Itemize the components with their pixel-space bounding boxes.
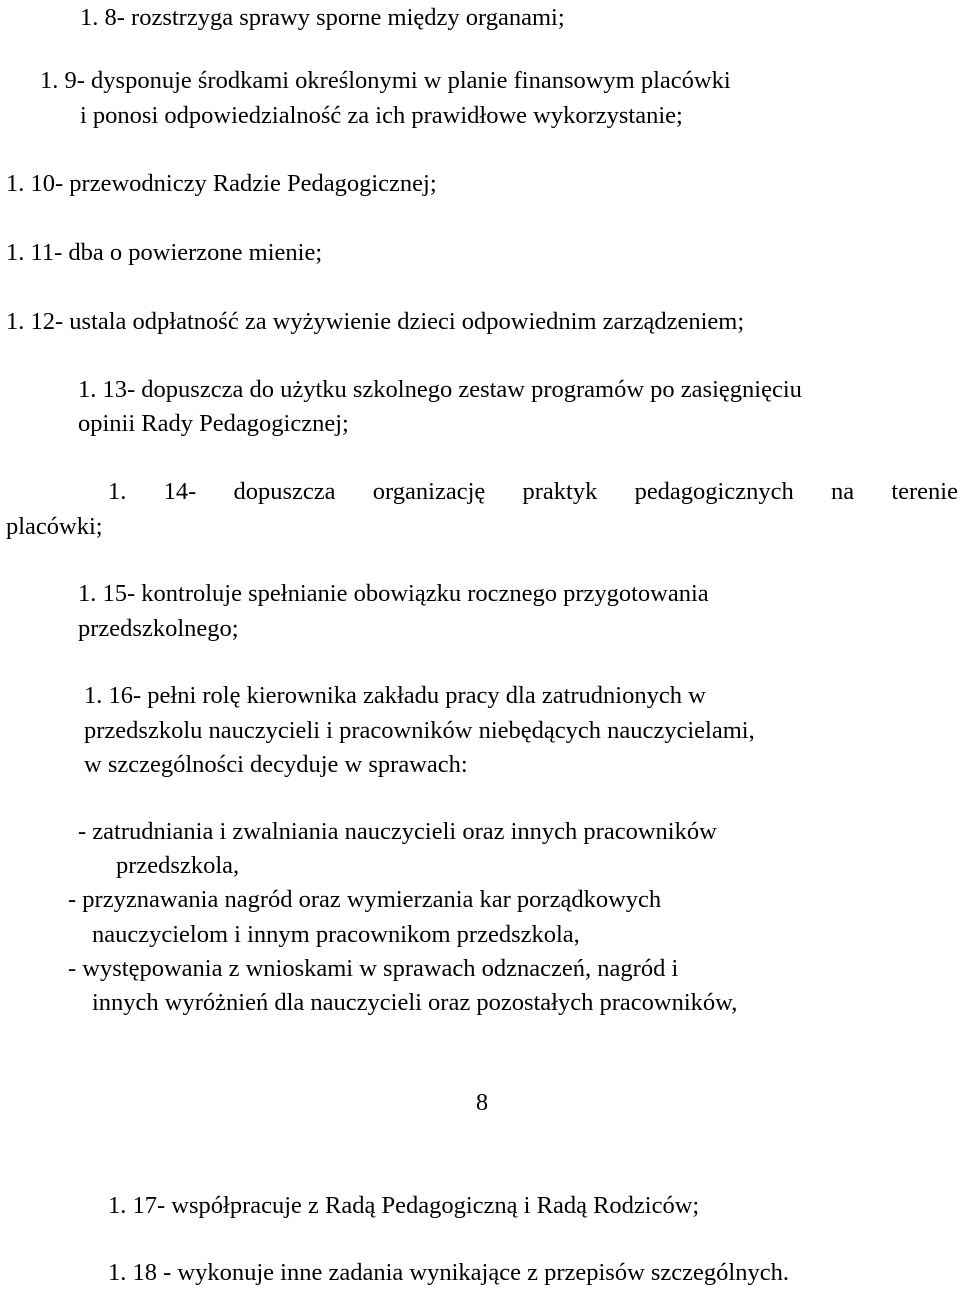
item-13-line-1: 1. 13- dopuszcza do użytku szkolnego zestaw programów po zasięgnięciu	[78, 376, 802, 403]
item-10: 1. 10- przewodniczy Radzie Pedagogicznej;	[6, 170, 437, 197]
item-18: 1. 18 - wykonuje inne zadania wynikające z przepisów szczególnych.	[108, 1259, 789, 1286]
item-14-line-2: placówki;	[6, 513, 103, 540]
item-14-word: praktyk	[522, 478, 598, 505]
page-number: 8	[475, 1089, 489, 1116]
subitem-1-line-1: - zatrudniania i zwalniania nauczycieli oraz innych pracowników	[78, 818, 717, 845]
item-15-line-1: 1. 15- kontroluje spełnianie obowiązku rocznego przygotowania	[78, 580, 709, 607]
item-14-word: organizację	[372, 478, 486, 505]
subitem-3-line-1: - występowania z wnioskami w sprawach odznaczeń, nagród i	[68, 955, 679, 982]
item-14-word: na	[830, 478, 855, 505]
item-9-line-1: 1. 9- dysponuje środkami określonymi w planie finansowym placówki	[40, 67, 731, 94]
item-14-line-1	[108, 475, 958, 509]
item-16-line-3: w szczególności decyduje w sprawach:	[84, 751, 468, 778]
subitem-2-line-1: - przyznawania nagród oraz wymierzania kar porządkowych	[68, 886, 662, 913]
item-17: 1. 17- współpracuje z Radą Pedagogiczną i Radą Rodziców;	[108, 1192, 700, 1219]
subitem-3-line-2: innych wyróżnień dla nauczycieli oraz pozostałych pracowników,	[92, 989, 738, 1016]
item-14-word: 1.	[108, 478, 127, 505]
item-16-line-1: 1. 16- pełni rolę kierownika zakładu pracy dla zatrudnionych w	[84, 682, 706, 709]
item-14-word: 14-	[163, 478, 197, 505]
item-14-word: dopuszcza	[233, 478, 336, 505]
item-14-word: pedagogicznych	[634, 478, 794, 505]
item-14-word: terenie	[891, 478, 958, 505]
item-9-line-2: i ponosi odpowiedzialność za ich prawidłowe wykorzystanie;	[80, 102, 683, 129]
item-16-line-2: przedszkolu nauczycieli i pracowników niebędących nauczycielami,	[84, 717, 755, 744]
subitem-2-line-2: nauczycielom i innym pracownikom przedszkola,	[92, 921, 580, 948]
item-15-line-2: przedszkolnego;	[78, 615, 239, 642]
item-12: 1. 12- ustala odpłatność za wyżywienie dzieci odpowiednim zarządzeniem;	[6, 308, 745, 335]
item-11: 1. 11- dba o powierzone mienie;	[6, 239, 323, 266]
item-8: 1. 8- rozstrzyga sprawy sporne między organami;	[80, 4, 565, 31]
subitem-1-line-2: przedszkola,	[116, 852, 240, 879]
item-13-line-2: opinii Rady Pedagogicznej;	[78, 410, 349, 437]
